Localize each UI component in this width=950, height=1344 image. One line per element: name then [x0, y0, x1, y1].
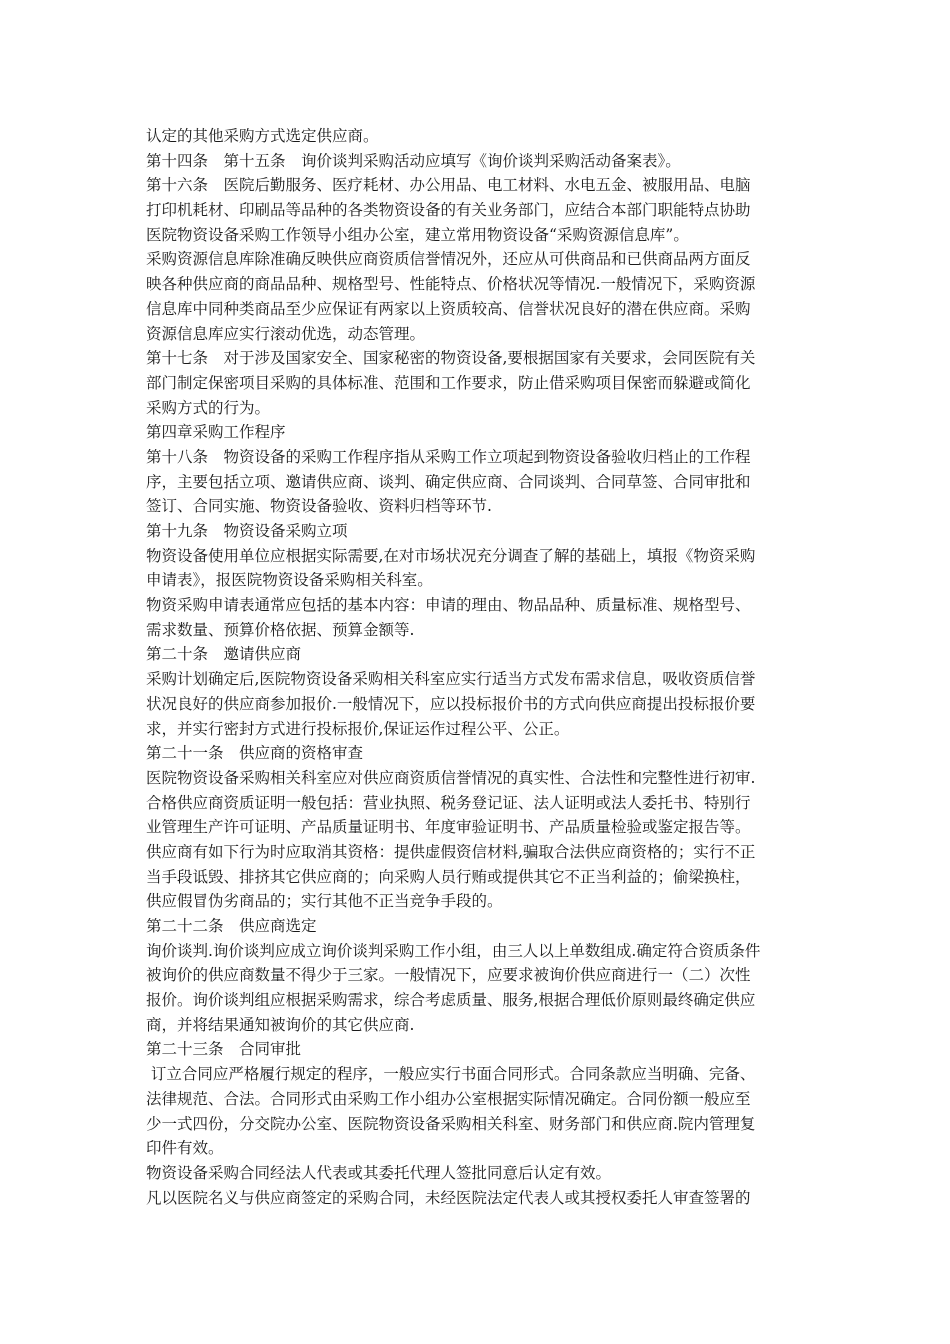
text-line: 物资设备使用单位应根据实际需要,在对市场状况充分调查了解的基础上，填报《物资采购: [146, 546, 756, 565]
text-line: 第十四条 第十五条 询价谈判采购活动应填写《询价谈判采购活动备案表》。: [146, 151, 681, 170]
text-line: 物资采购申请表通常应包括的基本内容：申请的理由、物品品种、质量标准、规格型号、: [146, 596, 751, 615]
text-line: 第十六条 医院后勤服务、医疗耗材、办公用品、电工材料、水电五金、被服用品、电脑: [146, 176, 751, 195]
text-line: 打印机耗材、印刷品等品种的各类物资设备的有关业务部门，应结合本部门职能特点协助: [146, 201, 751, 220]
text-line: 物资设备采购合同经法人代表或其委托代理人签批同意后认定有效。: [146, 1163, 612, 1182]
chapter-heading: 第四章采购工作程序: [146, 423, 286, 442]
text-line: 供应假冒伪劣商品的；实行其他不正当竞争手段的。: [146, 892, 503, 911]
text-line: 报价。询价谈判组应根据采购需求，综合考虑质量、服务,根据合理低价原则最终确定供应: [146, 991, 756, 1010]
text-line: 第十八条 物资设备的采购工作程序指从采购工作立项起到物资设备验收归档止的工作程: [146, 447, 751, 466]
article-heading: 第二十条 邀请供应商: [146, 645, 302, 664]
text-line: 供应商有如下行为时应取消其资格：提供虚假资信材料,骗取合法供应商资格的；实行不正: [146, 842, 756, 861]
text-line: 凡以医院名义与供应商签定的采购合同，未经医院法定代表人或其授权委托人审查签署的: [146, 1188, 751, 1207]
text-line: 申请表》，报医院物资设备采购相关科室。: [146, 571, 433, 590]
text-line: 部门制定保密项目采购的具体标准、范围和工作要求，防止借采购项目保密而躲避或简化: [146, 373, 751, 392]
text-line: 询价谈判.询价谈判应成立询价谈判采购工作小组，由三人以上单数组成.确定符合资质条件: [146, 941, 761, 960]
text-line: 业管理生产许可证明、产品质量证明书、年度审验证明书、产品质量检验或鉴定报告等。: [146, 818, 751, 837]
text-line: 信息库中同种类商品至少应保证有两家以上资质较高、信誉状况良好的潜在供应商。采购: [146, 299, 751, 318]
article-heading: 第二十二条 供应商选定: [146, 917, 317, 935]
text-line: 第十七条 对于涉及国家安全、国家秘密的物资设备,要根据国家有关要求，会同医院有关: [146, 349, 756, 368]
article-heading: 第二十三条 合同审批: [146, 1040, 302, 1059]
text-line: 采购计划确定后,医院物资设备采购相关科室应实行适当方式发布需求信息，吸收资质信誉: [146, 670, 756, 689]
text-line: 被询价的供应商数量不得少于三家。一般情况下，应要求被询价供应商进行一（二）次性: [146, 966, 751, 985]
text-line: 资源信息库应实行滚动优选，动态管理。: [146, 324, 426, 343]
text-line: 序，主要包括立项、邀请供应商、谈判、确定供应商、合同谈判、合同草签、合同审批和: [146, 472, 751, 491]
text-line: 法律规范、合法。合同形式由采购工作小组办公室根据实际情况确定。合同份额一般应至: [146, 1089, 751, 1108]
article-heading: 第十九条 物资设备采购立项: [146, 522, 348, 540]
text-line: 映各种供应商的商品品种、规格型号、性能特点、价格状况等情况.一般情况下，采购资源: [146, 275, 756, 294]
text-line: 认定的其他采购方式选定供应商。: [146, 127, 379, 145]
article-heading: 第二十一条 供应商的资格审查: [146, 744, 364, 763]
text-line: 求，并实行密封方式进行投标报价,保证运作过程公平、公正。: [146, 719, 570, 738]
text-line: 合格供应商资质证明一般包括：营业执照、税务登记证、法人证明或法人委托书、特别行: [146, 793, 751, 812]
text-line: 订立合同应严格履行规定的程序，一般应实行书面合同形式。合同条款应当明确、完备、: [146, 1065, 756, 1084]
text-line: 需求数量、预算价格依据、预算金额等.: [146, 620, 415, 639]
text-line: 印件有效。: [146, 1139, 224, 1158]
text-line: 采购资源信息库除准确反映供应商资质信誉情况外，还应从可供商品和已供商品两方面反: [146, 250, 751, 269]
text-line: 状况良好的供应商参加报价.一般情况下，应以投标报价书的方式向供应商提出投标报价要: [146, 694, 756, 713]
text-line: 医院物资设备采购工作领导小组办公室，建立常用物资设备“采购资源信息库”。: [146, 225, 689, 244]
text-line: 当手段诋毁、排挤其它供应商的；向采购人员行贿或提供其它不正当利益的；偷梁换柱，: [146, 867, 751, 886]
text-line: 签订、合同实施、物资设备验收、资料归档等环节.: [146, 497, 492, 516]
text-line: 医院物资设备采购相关科室应对供应商资质信誉情况的真实性、合法性和完整性进行初审.: [146, 768, 756, 787]
text-line: 采购方式的行为。: [146, 398, 271, 417]
text-line: 商，并将结果通知被询价的其它供应商.: [146, 1015, 415, 1034]
text-line: 少一式四份，分交院办公室、医院物资设备采购相关科室、财务部门和供应商.院内管理复: [146, 1114, 756, 1133]
document-body: [146, 124, 814, 1210]
